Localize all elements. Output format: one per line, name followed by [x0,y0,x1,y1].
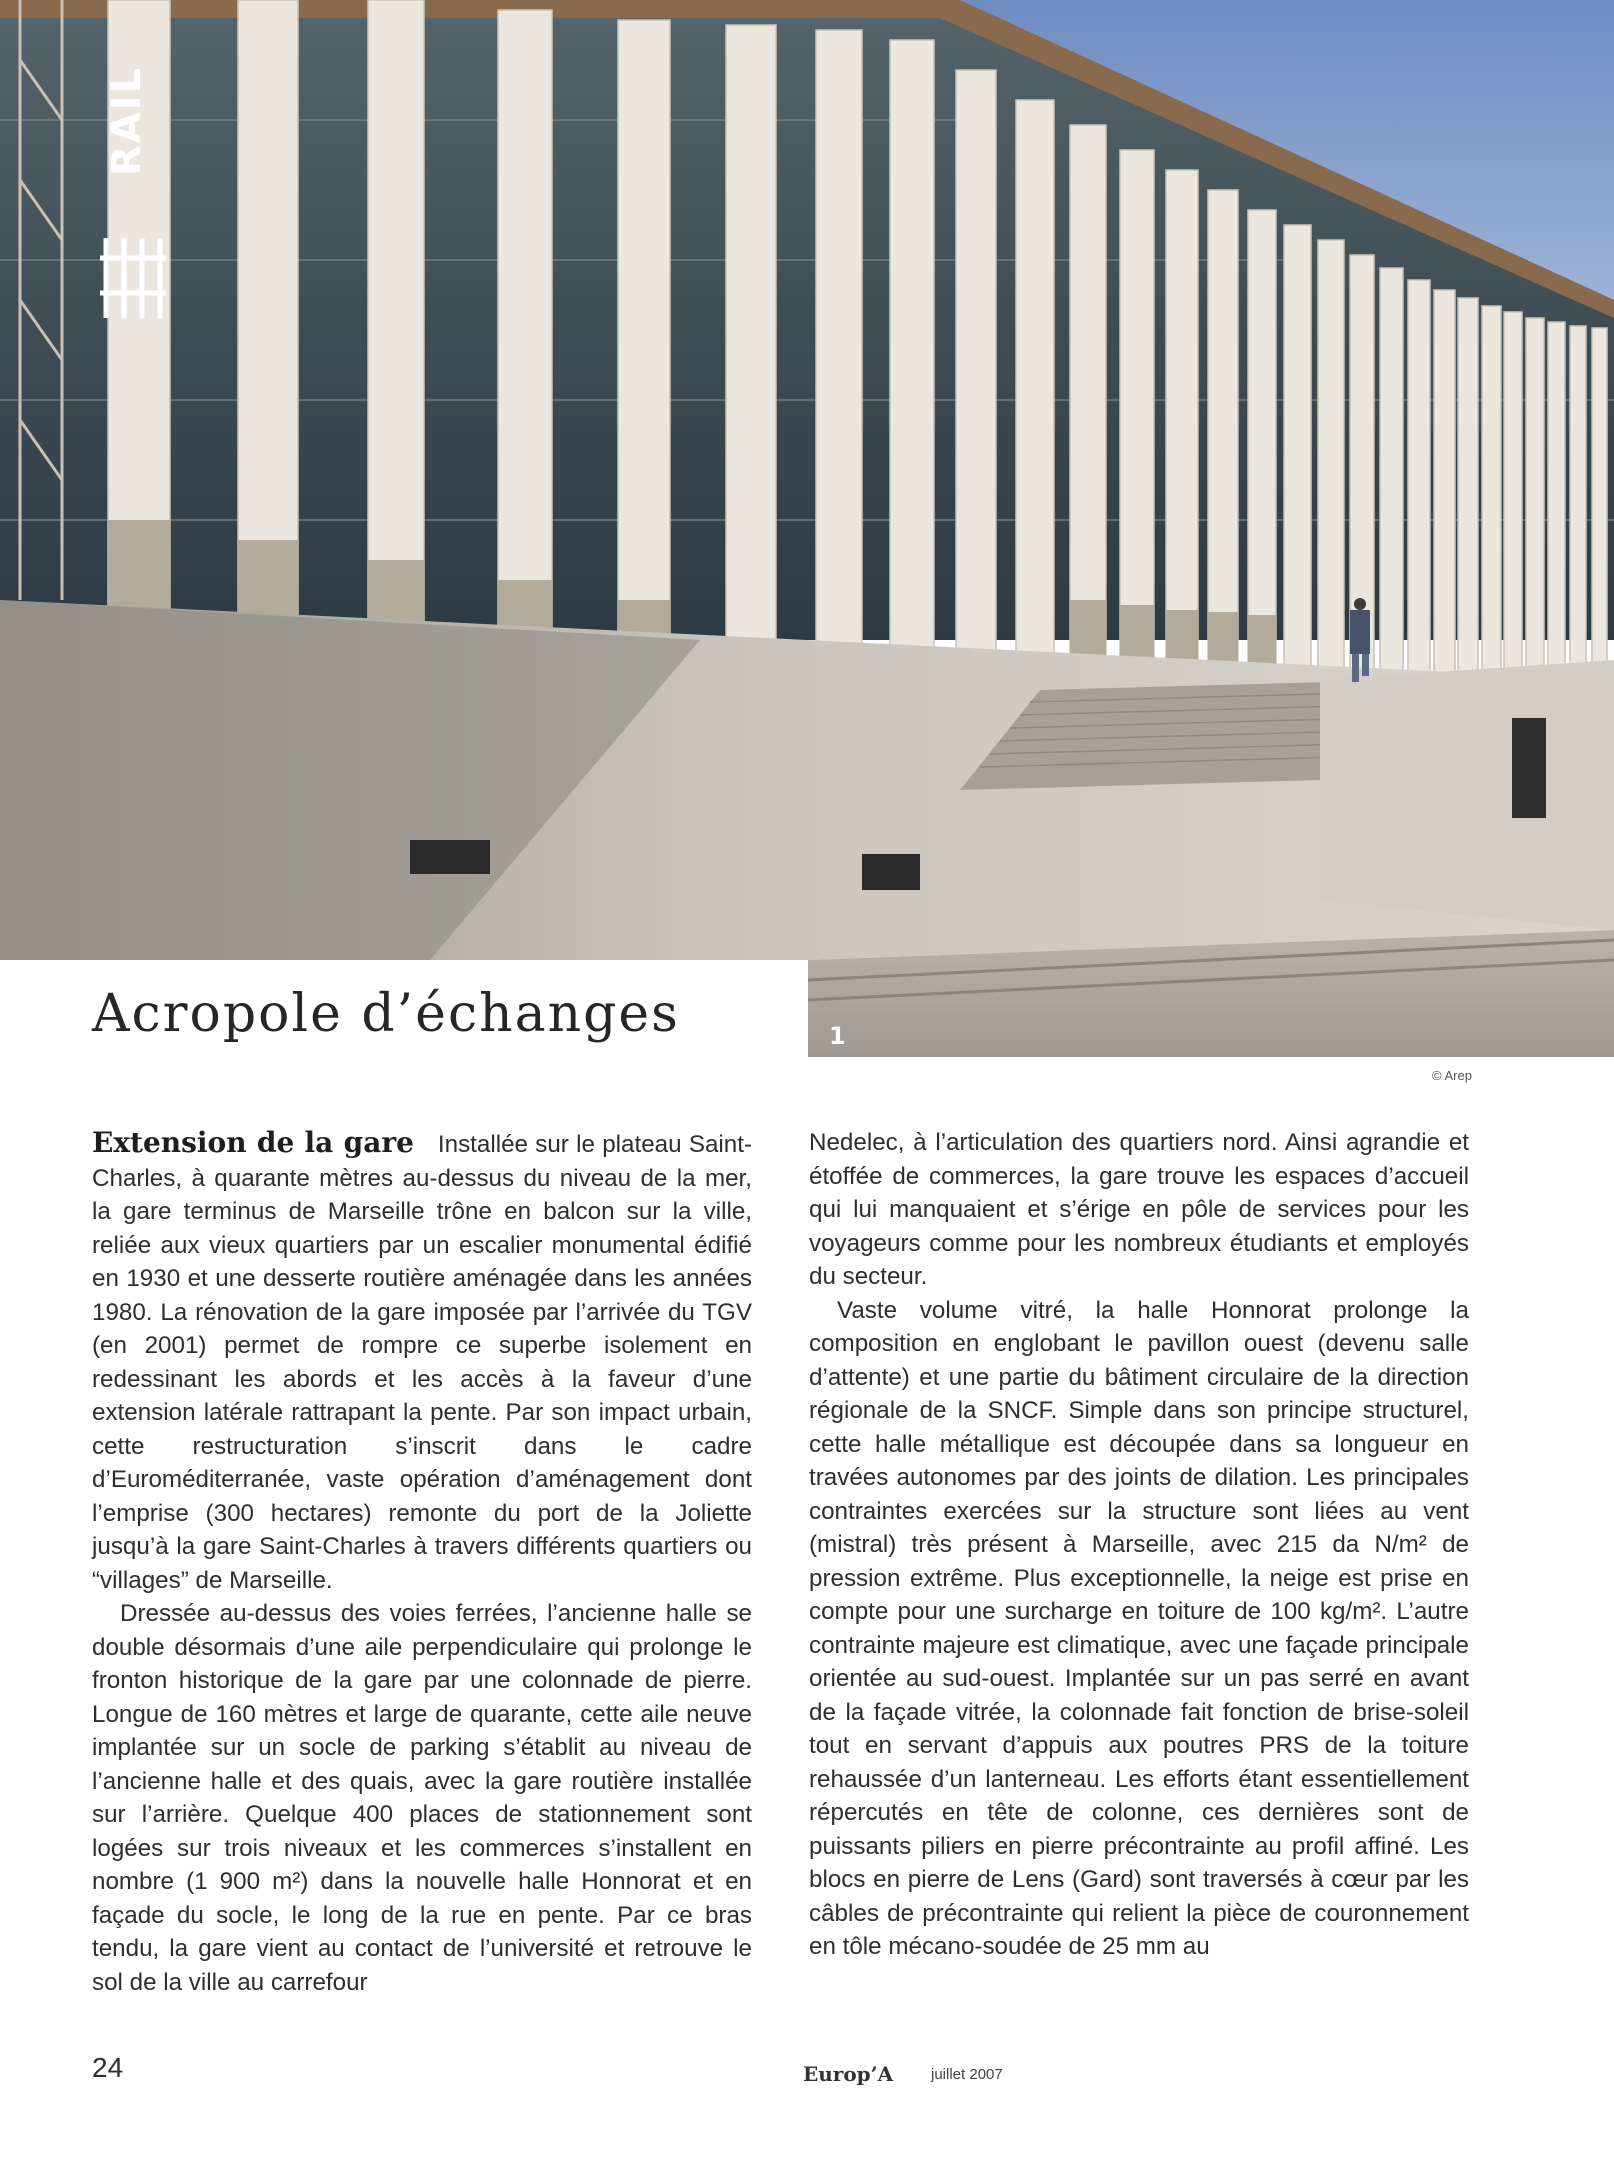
paragraph: Nedelec, à l’articulation des quartiers nord. Ainsi agrandie et étoffée de commerces, la gare trouve les espaces d’accueil qui lui manquaient et s’érige en pôle de services pour les voyageurs comme pour les nombreux étudiants et employés du secteur. [809,1129,1469,1290]
station-photo [0,0,1614,1057]
photo-credit: © Arep [1432,1068,1472,1083]
colonnade-illustration [0,0,1614,1057]
photo-number: 1 [829,1022,846,1050]
journal-name: Europ’A [803,2062,894,2086]
article-column-right [809,1126,1469,1964]
article-column-left [92,1126,752,1999]
section-tag-label: RAIL [104,65,150,176]
issue-date: juillet 2007 [931,2066,1003,2083]
paragraph: Vaste volume vitré, la halle Honnorat prolonge la composition en englobant le pavillon ouest (devenu salle d’attente) et une partie du bâtiment circulaire de la direction régionale de la SNCF. Simple dans son principe structurel, cette halle métallique est découpée dans sa longueur en travées autonomes par des joints de dilation. Les principales contraintes exercées sur la structure sont liées au vent (mistral) très présent à Marseille, avec 215 da N/m² de pression extrême. Plus exceptionnelle, la neige est prise en compte pour une surcharge en toiture de 100 kg/m². L’autre contrainte majeure est climatique, avec une façade principale orientée au sud-ouest. Implantée sur un pas serré en avant de la façade vitrée, la colonnade fait fonction de brise-soleil tout en servant d’appuis aux poutres PRS de la toiture rehaussée d’un lanterneau. Les efforts étant essentiellement répercutés en tête de colonne, ces dernières sont de puissants piliers en pierre précontrainte au profil affiné. Les blocs en pierre de Lens (Gard) sont traversés à cœur par les câbles de précontrainte qui relient la pièce de couronnement en tôle mécano-soudée de 25 mm au [809,1296,1469,1960]
paragraph [92,1126,752,1597]
page-number: 24 [92,2052,124,2083]
paragraph: Dressée au-dessus des voies ferrées, l’ancienne halle se double désormais d’une aile perpendiculaire qui prolonge le fronton historique de la gare par une colonnade de pierre. Longue de 160 mètres et large de quarante, cette aile neuve implantée sur un socle de parking s’établit au niveau de l’ancienne halle et des quais, avec la gare routière installée sur l’arrière. Quelque 400 places de stationnement sont logées sur trois niveaux et les commerces s’installent en nombre (1 900 m²) dans la nouvelle halle Honnorat et en façade du socle, le long de la rue en pente. Par ce bras tendu, la gare vient au contact de l’université et retrouve le sol de la ville au carrefour [92,1600,752,1996]
paragraph-text: Installée sur le plateau Saint-Charles, à quarante mètres au-dessus du niveau de la mer, la gare terminus de Marseille trône en balcon sur la ville, reliée aux vieux quartiers par un escalier monumental édifié en 1930 et une desserte routière aménagée dans les années 1980. La rénovation de la gare imposée par l’arrivée du TGV (en 2001) permet de rompre ce superbe isolement en redessinant les abords et les accès à la faveur d’une extension latérale rattrapant la pente. Par son impact urbain, cette restructuration s’inscrit dans le cadre d’Euroméditerranée, vaste opération d’aménagement dont l’emprise (300 hectares) remonte du port de la Joliette jusqu’à la gare Saint-Charles à travers différents quartiers ou “villages” de Marseille. [92,1131,753,1594]
lead-heading: Extension de la gare [92,1126,414,1159]
page-title: Acropole d’échanges [92,984,680,1044]
